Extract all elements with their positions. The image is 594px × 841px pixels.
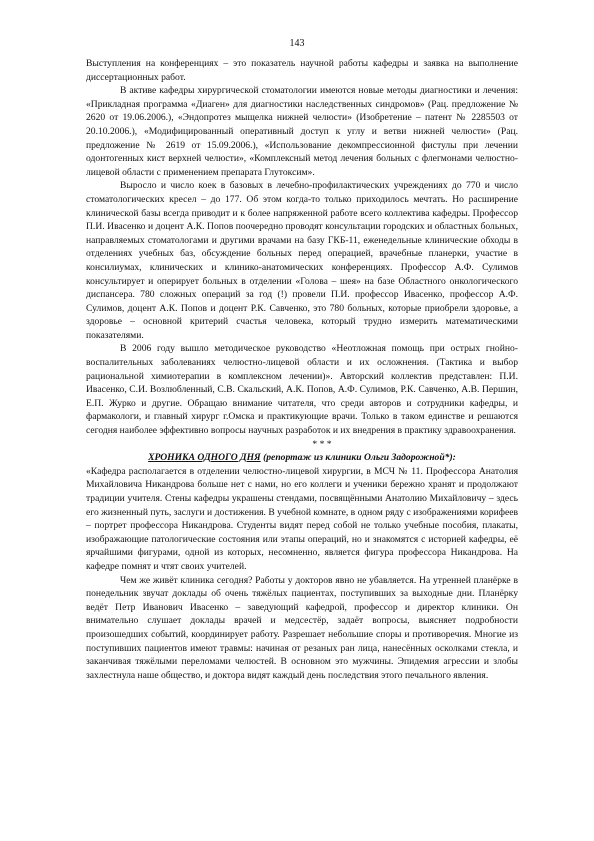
page-number: 143 xyxy=(289,38,305,49)
chronicle-heading xyxy=(86,451,518,465)
paragraph-new-methods: В активе кафедры хирургической стоматологии имеются новые методы диагностики и лечения: «Прикладная программа «Диаген» для диагностики наследственных синдромов» (Рац. предложение № 2620 от 19.06.2006.), «Эндопротез мыщелка нижней челюсти» (Изобретение – патент № 2285503 от 20.10.2006.), «Модифицированный оперативный доступ к углу и ветви нижней челюсти» (Рац. предложение № 2619 от 15.09.2006.), «Использование декомпрессионной фистулы при лечении одонтогенных кист верхней челюсти», «Комплексный метод лечения больных с флегмонами челюстно-лицевой области с применением препарата Глутоксим». xyxy=(86,85,518,178)
paragraph-methodical-guide: В 2006 году вышло методическое руководство «Неотложная помощь при острых гнойно-воспалительных заболеваниях челюстно-лицевой области и их осложнения. (Тактика и выбор рациональной химиотерапии в комплексном лечении)». Авторский коллектив представлен: П.И. Ивасенко, С.И. Возлюбленный, С.В. Скальский, А.К. Попов, А.Ф. Сулимов, Р.К. Савченко, А.В. Першин, Е.П. Журко и другие. Обращаю внимание читателя, что среди авторов и сотрудники кафедры, и фармакологи, и главный хирург г.Омска и практикующие врачи. Только в таком единстве и решаются сегодня наиболее эффективно вопросы научных разработок и их внедрения в практику здравоохранения. xyxy=(86,343,518,437)
paragraph-clinical-base: Выросло и число коек в базовых в лечебно-профилактических учреждениях до 770 и число стоматологических кресел – до 177. Об этом когда-то только приходилось мечтать. Но расширение клинической базы всегда приводит и к более напряженной работе всего коллектива кафедры. Профессор П.И. Ивасенко и доцент А.К. Попов поочередно проводят консультации городских и областных больных, направляемых стоматологами и другими врачами на базу ГКБ-11, еженедельные клинические обходы в отделениях учебных баз, обсуждение больных перед операцией, врачебные планерки, участие в консилиумах, клинических и клинико-анатомических конференциях. Профессор А.Ф. Сулимов консультирует и оперирует больных в отделении «Голова – шея» на базе Областного онкологического диспансера. 780 сложных операций за год (!) провели П.И. профессор Ивасенко, профессор А.Ф. Сулимов, доцент А.К. Попов и доцент Р.К. Савченко, это 780 больных, которые приобрели здоровье, а здоровье – основной критерий счастья человека, который трудно измерить математическими показателями. xyxy=(86,180,518,341)
paragraph-conferences: Выступления на конференциях – это показатель научной работы кафедры и заявка на выполнение диссертационных работ. xyxy=(86,58,518,83)
document-body xyxy=(86,57,518,682)
paragraph-chronicle-department: «Кафедра располагается в отделении челюстно-лицевой хирургии, в МСЧ № 11. Профессора Анатолия Михайловича Никандрова больше нет с нами, но его коллеги и ученики бережно хранят и продолжают традиции учителя. Стены кафедры украшены стендами, посвящёнными Анатолию Михайловичу – здесь его жизненный путь, заслуги и достижения. В учебной комнате, в одном ряду с изображениями корифеев – портрет профессора Никандрова. Студенты видят перед собой не только учебные пособия, плакаты, изображающие патологические состояния или этапы операций, но и знакомятся с историей кафедры, её ярчайшими фигурами, одной из которых, несомненно, является фигура профессора Никандрова. На кафедре помнят и чтят своих учителей. xyxy=(86,465,518,572)
chronicle-heading-title: ХРОНИКА ОДНОГО ДНЯ xyxy=(148,452,261,464)
section-separator: * * * xyxy=(312,438,332,450)
chronicle-heading-subtitle: (репортаж из клиники Ольги Задорожной*): xyxy=(260,452,456,464)
paragraph-chronicle-today: Чем же живёт клиника сегодня? Работы у докторов явно не убавляется. На утренней планёрке в понедельник звучат доклады об очень тяжёлых пациентах, поступивших за выходные дни. Планёрку ведёт Петр Иванович Ивасенко – заведующий кафедрой, профессор и директор клиники. Он внимательно слушает доклады врачей и медсестёр, задаёт вопросы, выясняет подробности произошедших событий, координирует работу. Разрешает небольшие споры и противоречия. Многие из поступивших пациентов имеют травмы: начиная от резаных ран лица, нанесённых осколками стекла, и заканчивая тяжёлыми переломами челюстей. В основном это мужчины. Эпидемия агрессии и злобы захлестнула наше общество, и доктора видят каждый день последствия этого печального явления. xyxy=(86,574,518,681)
